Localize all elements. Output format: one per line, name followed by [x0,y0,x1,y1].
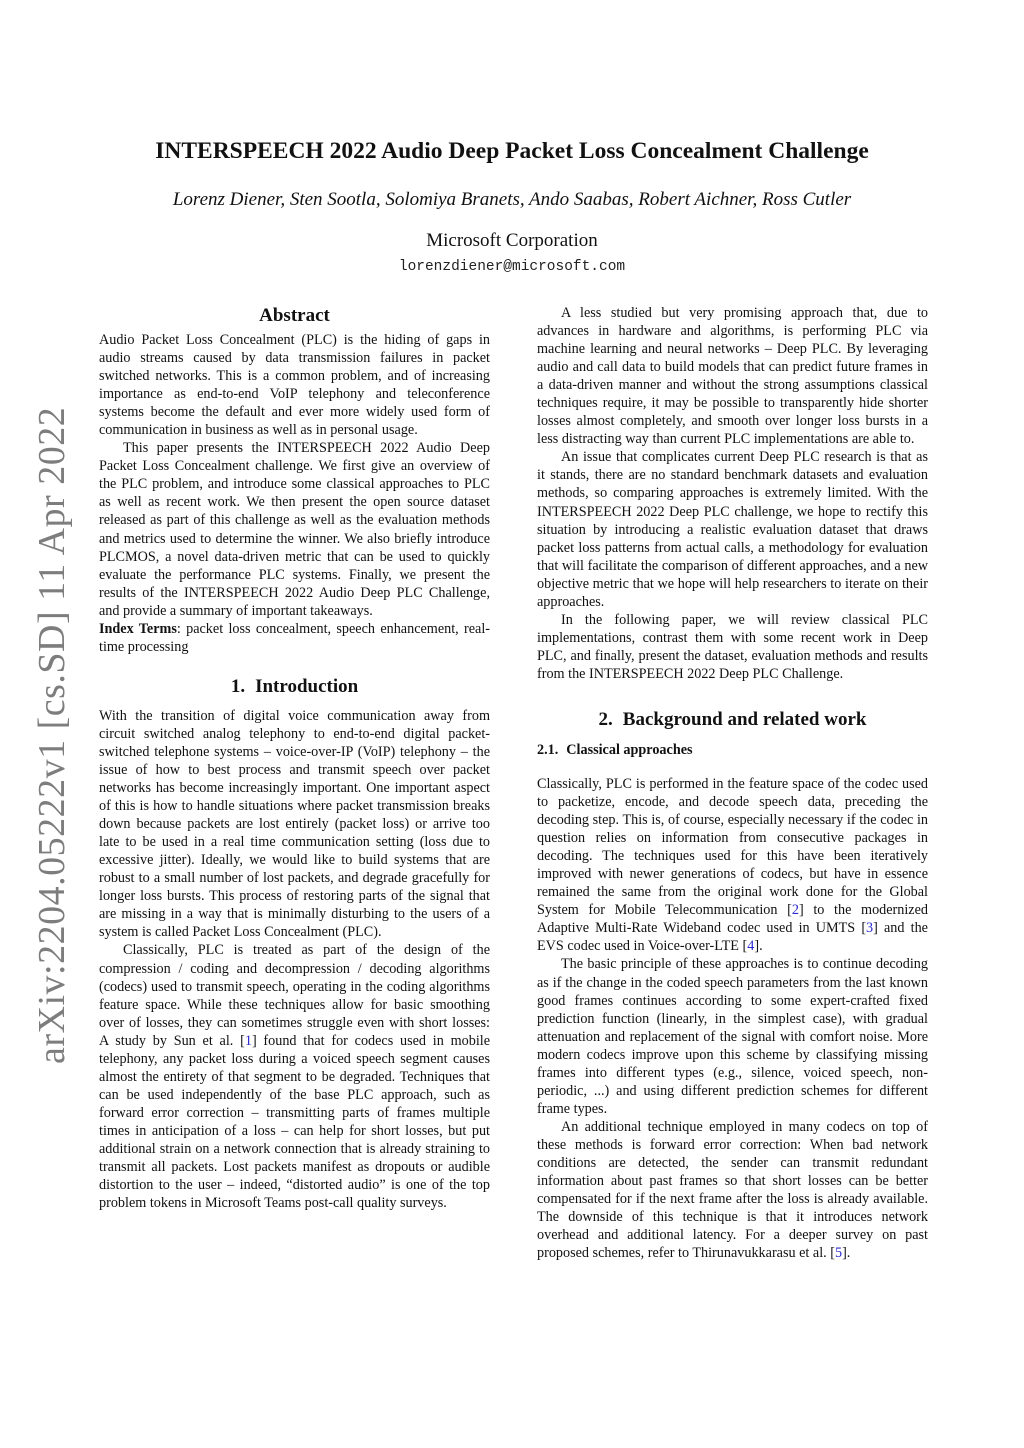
index-terms-label: Index Terms [99,620,177,637]
affiliation: Microsoft Corporation [426,230,598,251]
right-column [537,304,928,1262]
index-terms [99,620,490,656]
subsection-number: 2.1. [537,741,559,758]
body-paragraph [537,1118,928,1262]
body-paragraph: A less studied but very promising approach that, due to advances in hardware and algorithms, is performing PLC via machine learning and neural networks – Deep PLC. By leveraging audio and call data to build models that can predict future frames in a data-driven manner and without the strong assumptions classical techniques require, it may be possible to transparently hide shorter losses almost completely, and smooth over longer loss bursts in a less distracting way than current PLC implementations are able to. [537,305,928,448]
paragraph-text: ]. [842,1245,851,1262]
paragraph-text: ] and the EVS codec used in Voice-over-LTE [ [537,920,928,955]
paragraph-text: ] to the modernized Adaptive Multi-Rate Wideband codec used in UMTS [ [537,902,928,937]
citation-link[interactable]: 2 [791,902,799,919]
index-terms-text: : packet loss concealment, speech enhancement, real-time processing [99,620,491,655]
citation-link[interactable]: 1 [244,1032,252,1049]
body-paragraph [99,941,490,1212]
section-title: Introduction [255,675,359,697]
citation-link[interactable]: 4 [747,938,755,955]
section-title: Background and related work [622,708,867,730]
body-paragraph [537,775,928,955]
paragraph-text: Classically, PLC is performed in the feature space of the codec used to packetize, encode, and decode speech data, preceding the decoding step. This is, of course, especially necessary if the codec in question relies on information from consecutive packages in decoding. The techniques used for this have been iteratively improved with newer generations of codecs, but have in essence remained the same from the original work done for the Global System for Mobile Telecommunication [ [537,775,928,919]
abstract-paragraph: Audio Packet Loss Concealment (PLC) is the hiding of gaps in audio streams caused by data transmission failures in packet switched networks. This is a common problem, and of increasing importance as end-to-end VoIP telephony and teleconference systems become the default and ever more widely used form of communication in business as well as in personal usage. [99,332,490,439]
body-paragraph: With the transition of digital voice communication away from circuit switched analog telephony to end-to-end digital packet-switched telephone systems – voice-over-IP (VoIP) telephony – the issue of how to best process and transmit speech over packet networks has become increasingly important. One important aspect of this is how to handle situations where packet transmission breaks down because packets are lost entirely (packet loss) or arrive too late to be used in a real time communication setting (loss due to excessive jitter). Ideally, we would like to build systems that are robust to a small number of lost packets, and degrade gracefully for longer loss bursts. This process of restoring parts of the signal that are missing in a way that is minimally disturbing to the users of a system is called Packet Loss Concealment (PLC). [99,707,490,941]
section-number: 2. [598,708,613,730]
paragraph-text: ]. [754,938,763,955]
abstract-heading: Abstract [259,305,330,326]
section-number: 1. [230,675,246,697]
subsection-heading-classical [537,741,928,759]
paragraph-text: Classically, PLC is treated as part of the design of the compression / coding and decompression / decoding algorithms (codecs) used to transmit speech, operating in the coding algorithms feature space. While these techniques allow for basic smoothing over of losses, they can sometimes struggle even with short losses: A study by Sun et al. [ [99,942,490,1049]
paragraph-text: An additional technique employed in many codecs on top of these methods is forward error correction: When bad network conditions are detected, the sender can transmit redundant information about past frames so that short losses can be better compensated for if the next frame after the loss is already available. The downside of this technique is that it introduces network overhead and additional latency. For a deeper survey on past proposed schemes, refer to Thirunavukkarasu et al. [ [537,1118,928,1262]
contact-email: lorenzdiener@microsoft.com [398,259,626,275]
body-paragraph: In the following paper, we will review classical PLC implementations, contrast them with some recent work in Deep PLC, and finally, present the dataset, evaluation methods and results from the INTERSPEECH 2022 Deep PLC Challenge. [537,611,928,682]
section-heading-introduction [99,675,490,699]
arxiv-identifier-stamp: arXiv:2204.05222v1 [cs.SD] 11 Apr 2022 [31,406,73,1064]
author-list: Lorenz Diener, Sten Sootla, Solomiya Branets, Ando Saabas, Robert Aichner, Ross Cutler [172,189,852,210]
left-column [99,304,490,1212]
subsection-title: Classical approaches [566,741,693,758]
citation-link[interactable]: 3 [866,920,874,937]
abstract-paragraph: This paper presents the INTERSPEECH 2022 Audio Deep Packet Loss Concealment challenge. We first give an overview of the PLC problem, and introduce some classical approaches to PLC as well as recent work. We then present the open source dataset released as part of this challenge as well as the evaluation methods and metrics used to determine the winner. We also briefly introduce PLCMOS, a novel data-driven metric that can be used to quickly evaluate the performance PLC systems. Finally, we present the results of the INTERSPEECH 2022 Audio Deep PLC Challenge, and provide a summary of important takeaways. [99,440,490,619]
body-paragraph: The basic principle of these approaches is to continue decoding as if the change in the coded speech parameters from the last known good frames continues according to some expert-crafted fixed prediction function (linearly, in the simplest case), with gradual attenuation and replacement of the signal with comfort noise. More modern codecs improve upon this scheme by classifying missing frames into different types (e.g., silence, voiced speech, non-periodic, ...) and using different prediction schemes for different frame types. [537,956,928,1117]
section-heading-background [537,708,928,732]
citation-link[interactable]: 5 [834,1245,843,1262]
paragraph-text: ] found that for codecs used in mobile telephony, any packet loss during a voiced speech segment causes almost the entirety of that segment to be degraded. Techniques that can be used independently of the base PLC approach, such as forward error correction – transmitting parts of frames multiple times in anticipation of a loss – can help for short losses, but put additional strain on a network connection that is already straining to transmit all packets. Lost packets manifest as dropouts or audible distortion to the user – indeed, “distorted audio” is one of the top problem tokens in Microsoft Teams post-call quality surveys. [99,1032,490,1212]
body-paragraph: An issue that complicates current Deep PLC research is that as it stands, there are no standard benchmark datasets and evaluation methods, so comparing approaches is extremely limited. With the INTERSPEECH 2022 Deep PLC challenge, we hope to rectify this situation by introducing a realistic evaluation dataset that draws packet loss patterns from actual calls, a methodology for evaluation that will facilitate the comparison of different approaches, and a new objective metric that we hope will help researchers to iterate on their approaches. [537,449,928,610]
paper-title: INTERSPEECH 2022 Audio Deep Packet Loss Concealment Challenge [155,138,869,164]
